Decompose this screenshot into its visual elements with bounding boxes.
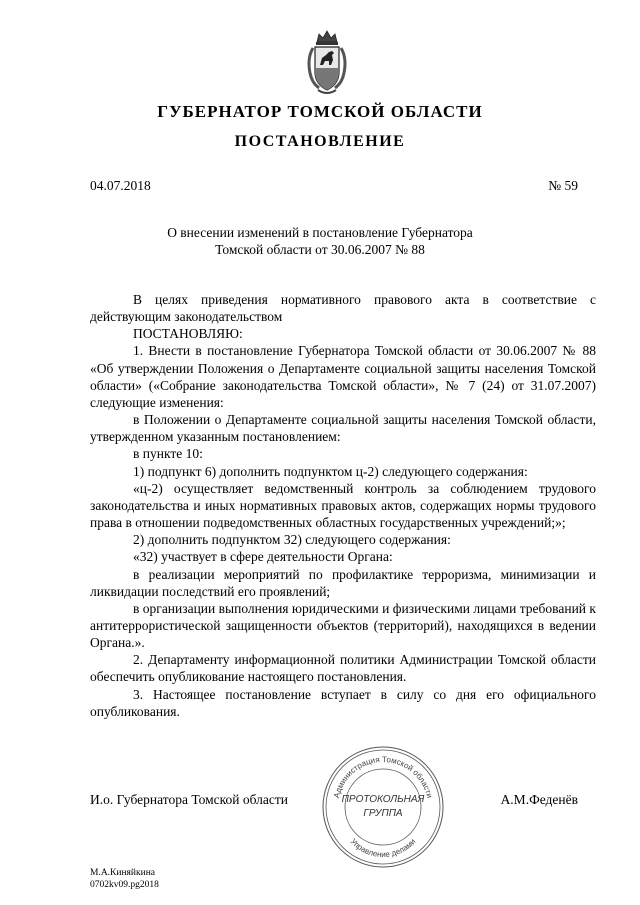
subject-line: Томской области от 30.06.2007 № 88 (215, 242, 425, 257)
document-body (90, 291, 596, 720)
body-paragraph: ПОСТАНОВЛЯЮ: (133, 326, 243, 342)
executor-info (90, 867, 159, 891)
body-paragraph: в организации выполнения юридическими и физическими лицами требований к антитеррористической защищенности объектов (территорий), находящихся в ведении Органа.». (90, 600, 596, 651)
body-paragraph: В целях приведения нормативного правового акта в соответствие с действующим законодательством (90, 292, 596, 325)
body-paragraph: в реализации мероприятий по профилактике терроризма, минимизации и ликвидации последствий его проявлений; (90, 566, 596, 599)
body-paragraph: 2) дополнить подпунктом 32) следующего содержания: (133, 532, 451, 548)
stamp-line-1: ПРОТОКОЛЬНАЯ (341, 794, 425, 805)
body-paragraph: «ц-2) осуществляет ведомственный контроль за соблюдением трудового законодательства и иных нормативных правовых актов, содержащих нормы трудового права в отношении подведомственных областных государственных учреждений;»; (90, 480, 596, 531)
signatory-name: А.М.Феденёв (500, 792, 578, 807)
signatory-position: И.о. Губернатора Томской области (90, 792, 288, 807)
document-code: 0702kv09.pg2018 (90, 880, 159, 890)
issuing-authority: ГУБЕРНАТОР ТОМСКОЙ ОБЛАСТИ (157, 102, 483, 121)
stamp-bottom-text: Управление делами (348, 836, 418, 860)
document-date: 04.07.2018 (90, 178, 151, 193)
stamp-top-text: Администрация Томской области (331, 754, 435, 799)
svg-text:Управление делами (349, 837, 418, 859)
body-paragraph: 2. Департаменту информационной политики Администрации Томской области обеспечить опубликование настоящего постановления. (90, 652, 596, 685)
body-paragraph: в пункте 10: (133, 446, 203, 462)
document-subject (0, 224, 640, 258)
document-type: ПОСТАНОВЛЕНИЕ (234, 133, 406, 150)
body-paragraph: 3. Настоящее постановление вступает в силу со дня его официального опубликования. (90, 686, 596, 719)
svg-text:Администрация Томской области (332, 755, 434, 799)
body-paragraph: в Положении о Департаменте социальной защиты населения Томской области, утвержденном указанным постановлением: (90, 412, 596, 445)
coat-of-arms-icon (304, 28, 350, 98)
official-stamp (320, 744, 446, 870)
executor-name: М.А.Киняйкина (90, 868, 156, 878)
subject-line: О внесении изменений в постановление Губернатора (167, 225, 473, 240)
stamp-line-2: ГРУППА (363, 808, 403, 819)
body-paragraph: «32) участвует в сфере деятельности Органа: (133, 549, 393, 565)
body-paragraph: 1. Внести в постановление Губернатора Томской области от 30.06.2007 № 88 «Об утверждении Положения о Департаменте социальной защиты населения Томской области» («Собрание законодательства Томской области», № 7 (24) от 31.07.2007) следующие изменения: (90, 343, 596, 410)
document-number: № 59 (548, 178, 578, 193)
body-paragraph: 1) подпункт 6) дополнить подпунктом ц-2) следующего содержания: (133, 463, 528, 479)
